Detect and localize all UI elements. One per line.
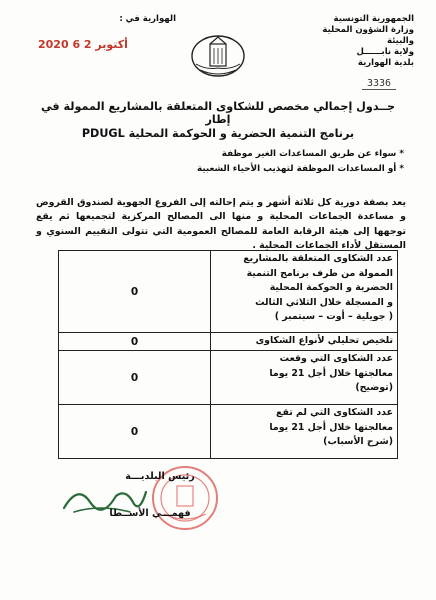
signatory-name: فهمـــي الأســطا [109, 508, 191, 519]
row-label-registered-complaints: عدد الشكاوى المتعلقة بالمشاريع الممولة من طرف برنامج التنمية الحضرية و الحوكمة المحلية و المسجلة خلال الثلاثي الثالث ( جويلية – أوت – سبتمبر ) [211, 251, 398, 333]
date-stamp: 2020 6 2 أكتوبر [38, 38, 128, 51]
municipality-emblem-icon [190, 30, 246, 82]
row-value-processed-complaints: 0 [59, 351, 211, 405]
table-row [59, 251, 398, 333]
header-line-republic: الجمهورية التونسية [333, 14, 414, 24]
complaints-summary-table [58, 250, 398, 459]
header-line-ministry: وزارة الشؤون المحلية والبيئة [322, 25, 414, 46]
table-row [59, 351, 398, 405]
document-title-line2: برنامج التنمية الحضرية و الحوكمة المحلية PDUGL [81, 127, 355, 140]
row-label-processed-complaints: عدد الشكاوى التي وقعت معالجتها خلال أجل 21 يوما (توضيح) [211, 351, 398, 405]
table-row [59, 333, 398, 351]
bullet-unassigned-aid: * سواء عن طريق المساعدات الغير موظفة [221, 149, 404, 159]
reference-number: 3336 [362, 78, 396, 90]
row-label-complaint-types: تلخيص تحليلي لأنواع الشكاوى [211, 333, 398, 351]
header-administration-block [304, 14, 414, 69]
document-title-line1: جــدول إجمالي مخصص للشكاوى المتعلقة بالمشاريع الممولة في إطار [40, 100, 396, 126]
header-line-municipality: بلدية الهوارية [357, 58, 414, 68]
row-value-unprocessed-complaints: 0 [59, 405, 211, 459]
place-date-label: الهوارية في : [119, 14, 176, 24]
signature-title: رئيس البلديـــة [125, 471, 195, 482]
table-row [59, 405, 398, 459]
header-line-governorate: ولاية نابــــــل [356, 47, 414, 57]
body-paragraph: يعد بصفة دورية كل ثلاثة أشهر و يتم إحالته إلى الفروع الجهوية لصندوق القروض و مساعدة الجماعات المحلية و منها الى المصالح المركزية لتجميعها ثم يقع توجهها إلى هيئة الرقابة العامة للمصالح العمومية التي تتولى التقييم السنوي و المستقل لأداء الجماعات المحلية . [36, 197, 406, 251]
row-value-complaint-types: 0 [59, 333, 211, 351]
row-label-unprocessed-complaints: عدد الشكاوى التي لم تقع معالجتها خلال أجل 21 يوما (شرح الأسباب) [211, 405, 398, 459]
bullet-assigned-aid: * أو المساعدات الموظفة لتهذيب الأحياء الشعبية [196, 164, 404, 174]
row-value-registered-complaints: 0 [59, 251, 211, 333]
